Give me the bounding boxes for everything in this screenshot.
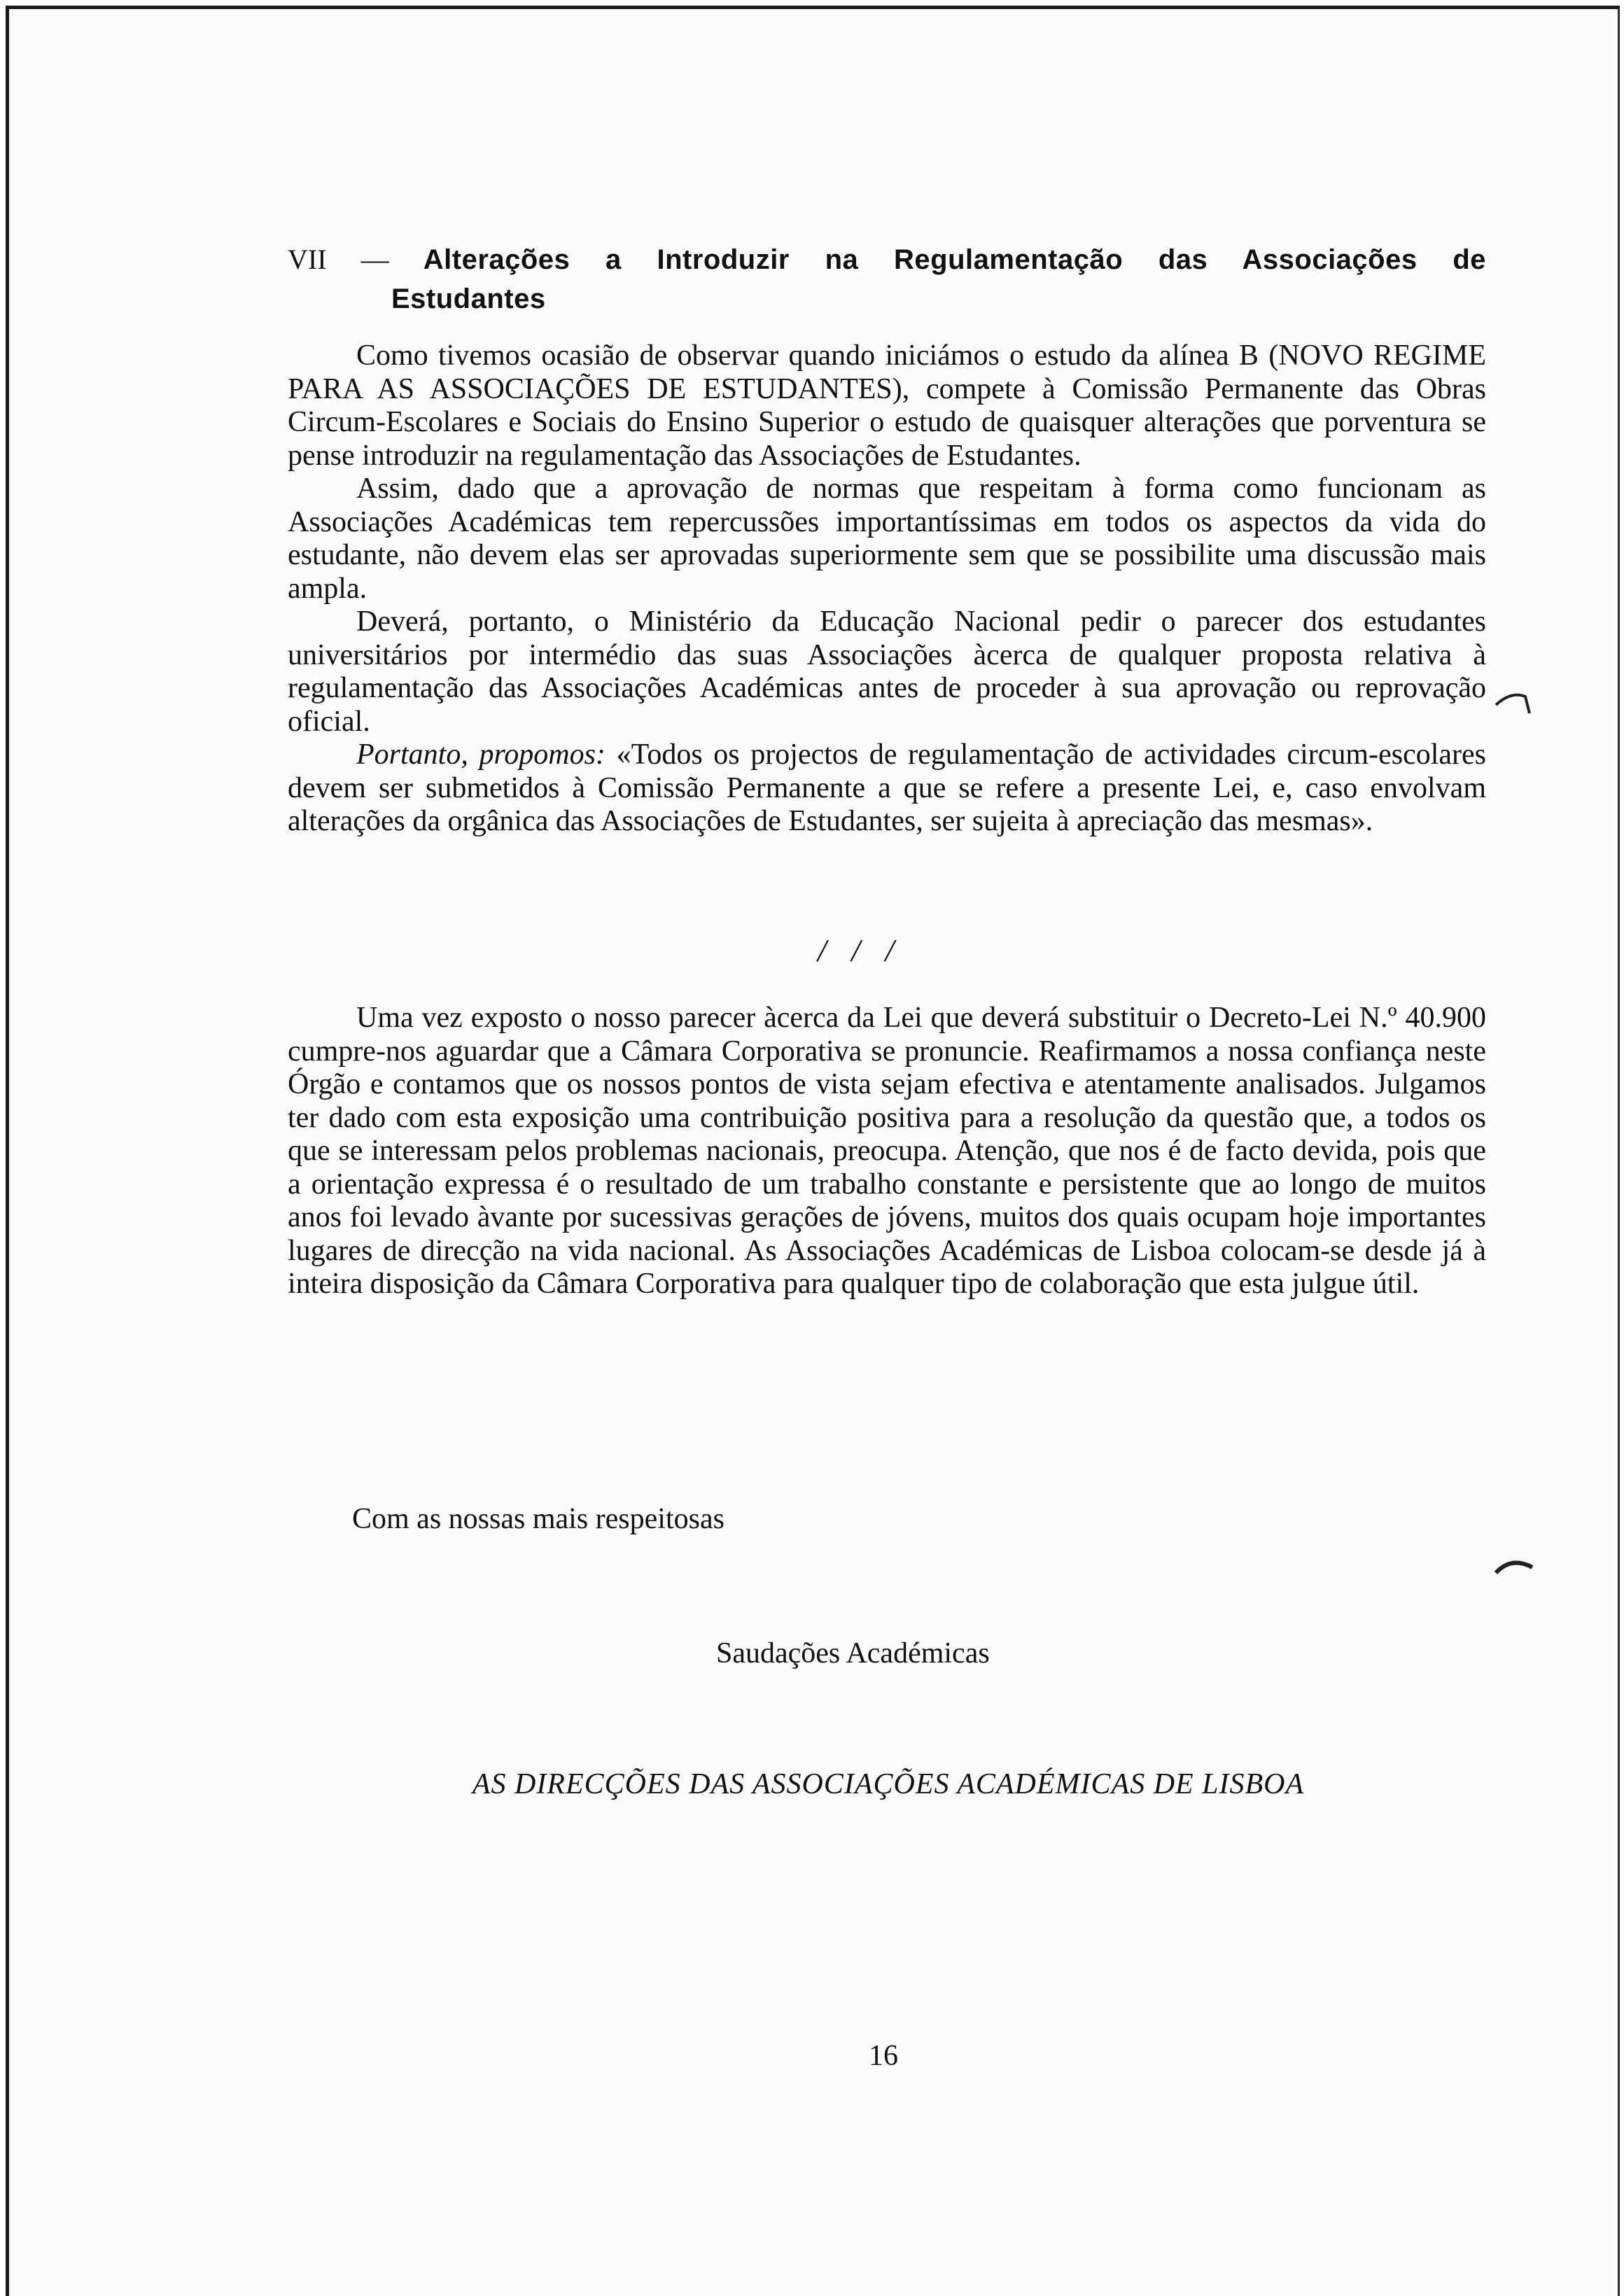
paragraph-3: Deverá, portanto, o Ministério da Educação Nacional pedir o parecer dos estudantes universitários por intermédio das suas Associações àcerca de qualquer proposta relativa à regulamentação das Associações Académicas antes de proceder à sua aprovação ou reprovação oficial. bbox=[288, 606, 1486, 738]
proposal-paragraph bbox=[288, 738, 1486, 839]
section-heading bbox=[288, 240, 1486, 318]
section-number: VII — bbox=[288, 244, 389, 275]
closing-line: Com as nossas mais respeitosas bbox=[352, 1503, 724, 1535]
scan-speck-mark bbox=[1493, 681, 1535, 723]
greeting-line: Saudações Académicas bbox=[716, 1637, 990, 1670]
scan-speck-mark bbox=[1493, 1549, 1535, 1577]
conclusion-paragraph: Uma vez exposto o nosso parecer àcerca da Lei que deverá substituir o Decreto-Lei N.º 40.900 cumpre-nos aguardar que a Câmara Corporativa se pronuncie. Reafirmamos a nossa confiança neste Órgão e contamos que os nossos pontos de vista sejam efectiva e atentamente analisados. Julgamos ter dado com esta exposição uma contribuição positiva para a resolução da questão que, a todos os que se interessam pelos problemas nacionais, preocupa. Atenção, que nos é de facto devida, pois que a orientação expressa é o resultado de um trabalho constante e persistente que ao longo de muitos anos foi levado àvante por sucessivas gerações de jóvens, muitos dos quais ocupam hoje importantes lugares de direcção na vida nacional. As Associações Académicas de Lisboa colocam-se desde já à inteira disposição da Câmara Corporativa para qualquer tipo de colaboração que esta julgue útil. bbox=[288, 1002, 1486, 1300]
page-number: 16 bbox=[869, 2040, 898, 2072]
heading-line-1 bbox=[288, 240, 1486, 279]
proposal-text: «Todos os projectos de regulamentação de actividades circum-escolares devem ser submetidos à Comissão Permanente a que se refere a presente Lei, e, caso envolvam alterações da orgânica das Associações de Estudantes, ser sujeita à apreciação das mesmas». bbox=[288, 738, 1487, 837]
document-page bbox=[6, 6, 1620, 2296]
paragraph-1: Como tivemos ocasião de observar quando iniciámos o estudo da alínea B (NOVO REGIME PARA AS ASSOCIAÇÕES DE ESTUDANTES), compete à Comissão Permanente das Obras Circum-Escolares e Sociais do Ensino Superior o estudo de quaisquer alterações que porventura se pense introduzir na regulamentação das Associações de Estudantes. bbox=[288, 340, 1486, 472]
section-title-continued: Estudantes bbox=[391, 284, 546, 314]
section-separator: / / / bbox=[818, 932, 903, 968]
signature-line: AS DIRECÇÕES DAS ASSOCIAÇÕES ACADÉMICAS DE LISBOA bbox=[472, 1768, 1305, 1800]
section-title: Alterações a Introduzir na Regulamentação das Associações de bbox=[423, 244, 1486, 275]
proposal-lead: Portanto, propomos: bbox=[356, 738, 606, 771]
conclusion-body bbox=[288, 1002, 1486, 1301]
section-body bbox=[288, 340, 1486, 839]
paragraph-2: Assim, dado que a aprovação de normas que respeitam à forma como funcionam as Associações Académicas tem repercussões importantíssimas em todos os aspectos da vida do estudante, não devem elas ser aprovadas superiormente sem que se possibilite uma discussão mais ampla. bbox=[288, 472, 1486, 605]
